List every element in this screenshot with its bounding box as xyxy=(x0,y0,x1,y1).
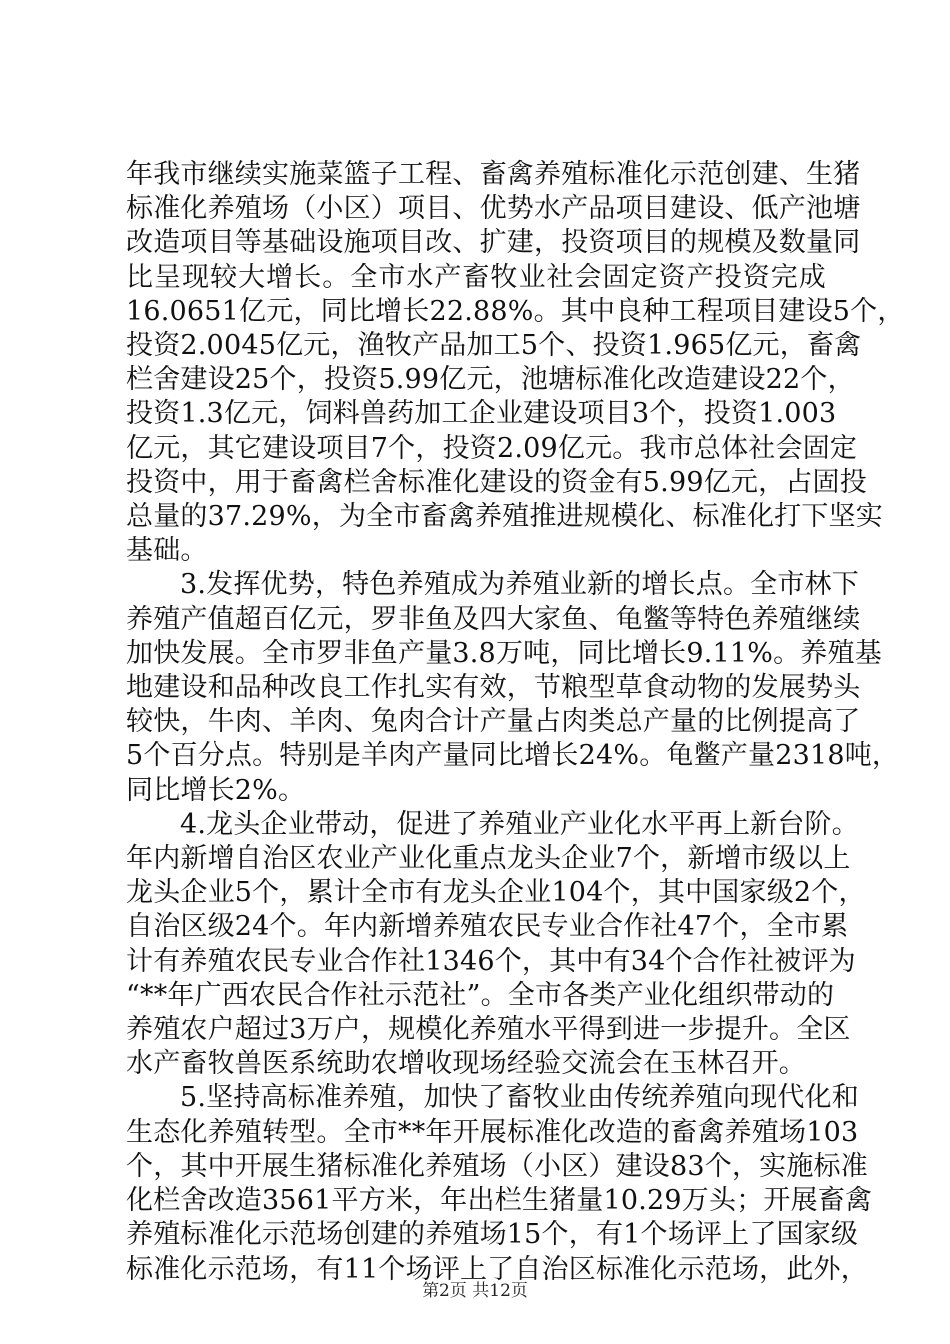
text-line: 较快，牛肉、羊肉、兔肉合计产量占肉类总产量的比例提高了 xyxy=(126,706,861,738)
text-line: 年内新增自治区农业产业化重点龙头企业7个，新增市级以上 xyxy=(126,843,851,875)
text-line: 投资中，用于畜禽栏舍标准化建设的资金有5.99亿元，占固投 xyxy=(126,466,867,498)
text-line: 亿元，其它建设项目7个，投资2.09亿元。我市总体社会固定 xyxy=(126,432,858,464)
text-line: 5个百分点。特别是羊肉产量同比增长24%。龟鳖产量2318吨， xyxy=(126,740,900,772)
text-line: 4.龙头企业带动，促进了养殖业产业化水平再上新台阶。 xyxy=(180,808,859,840)
paragraph xyxy=(126,1081,873,1286)
text-line: 3.发挥优势，特色养殖成为养殖业新的增长点。全市林下 xyxy=(180,569,859,601)
text-line: 标准化示范场，有11个场评上了自治区标准化示范场，此外， xyxy=(126,1253,868,1285)
text-line: 基础。 xyxy=(126,535,208,567)
text-line: 龙头企业5个，累计全市有龙头企业104个，其中国家级2个， xyxy=(126,877,866,909)
text-line: 加快发展。全市罗非鱼产量3.8万吨，同比增长9.11%。养殖基 xyxy=(126,637,882,669)
text-line: 养殖产值超百亿元，罗非鱼及四大家鱼、龟鳖等特色养殖继续 xyxy=(126,603,861,635)
text-line: 生态化养殖转型。全市**年开展标准化改造的畜禽养殖场103 xyxy=(126,1116,859,1148)
text-line: 养殖农户超过3万户，规模化养殖水平得到进一步提升。全区 xyxy=(126,1014,851,1046)
text-line: 5.坚持高标准养殖，加快了畜牧业由传统养殖向现代化和 xyxy=(180,1082,859,1114)
text-line: 总量的37.29%，为全市畜禽养殖推进规模化、标准化打下坚实 xyxy=(126,501,883,533)
page-number-footer: 第2页 共12页 xyxy=(422,1281,528,1301)
text-line: 个，其中开展生猪标准化养殖场（小区）建设83个，实施标准 xyxy=(126,1150,868,1182)
text-line: 水产畜牧兽医系统助农增收现场经验交流会在玉林召开。 xyxy=(126,1048,806,1080)
text-line: 同比增长2%。 xyxy=(126,774,306,806)
text-line: 化栏舍改造3561平方米，年出栏生猪量10.29万头；开展畜禽 xyxy=(126,1185,873,1217)
text-line: 年我市继续实施菜篮子工程、畜禽养殖标准化示范创建、生猪 xyxy=(126,159,861,190)
text-line: “**年广西农民合作社示范社”。全市各类产业化组织带动的 xyxy=(126,979,835,1011)
text-line: 地建设和品种改良工作扎实有效，节粮型草食动物的发展势头 xyxy=(126,672,861,704)
text-line: 投资2.0045亿元，渔牧产品加工5个、投资1.965亿元，畜禽 xyxy=(126,330,862,362)
text-line: 标准化养殖场（小区）项目、优势水产品项目建设、低产池塘 xyxy=(126,193,861,225)
text-line: 计有养殖农民专业合作社1346个，其中有34个合作社被评为 xyxy=(126,945,856,977)
text-line: 16.0651亿元，同比增长22.88%。其中良种工程项目建设5个， xyxy=(126,295,905,327)
text-line: 投资1.3亿元，饲料兽药加工企业建设项目3个，投资1.003 xyxy=(126,398,837,430)
paragraph xyxy=(126,808,866,1082)
paragraph xyxy=(126,158,905,568)
paragraph xyxy=(126,568,900,807)
text-line: 改造项目等基础设施项目改、扩建，投资项目的规模及数量同 xyxy=(126,227,861,259)
text-line: 栏舍建设25个，投资5.99亿元，池塘标准化改造建设22个， xyxy=(126,364,855,396)
document-body xyxy=(126,158,905,1287)
text-line: 自治区级24个。年内新增养殖农民专业合作社47个，全市累 xyxy=(126,911,849,943)
text-line: 比呈现较大增长。全市水产畜牧业社会固定资产投资完成 xyxy=(126,261,826,293)
text-line: 养殖标准化示范场创建的养殖场15个，有1个场评上了国家级 xyxy=(126,1219,859,1251)
